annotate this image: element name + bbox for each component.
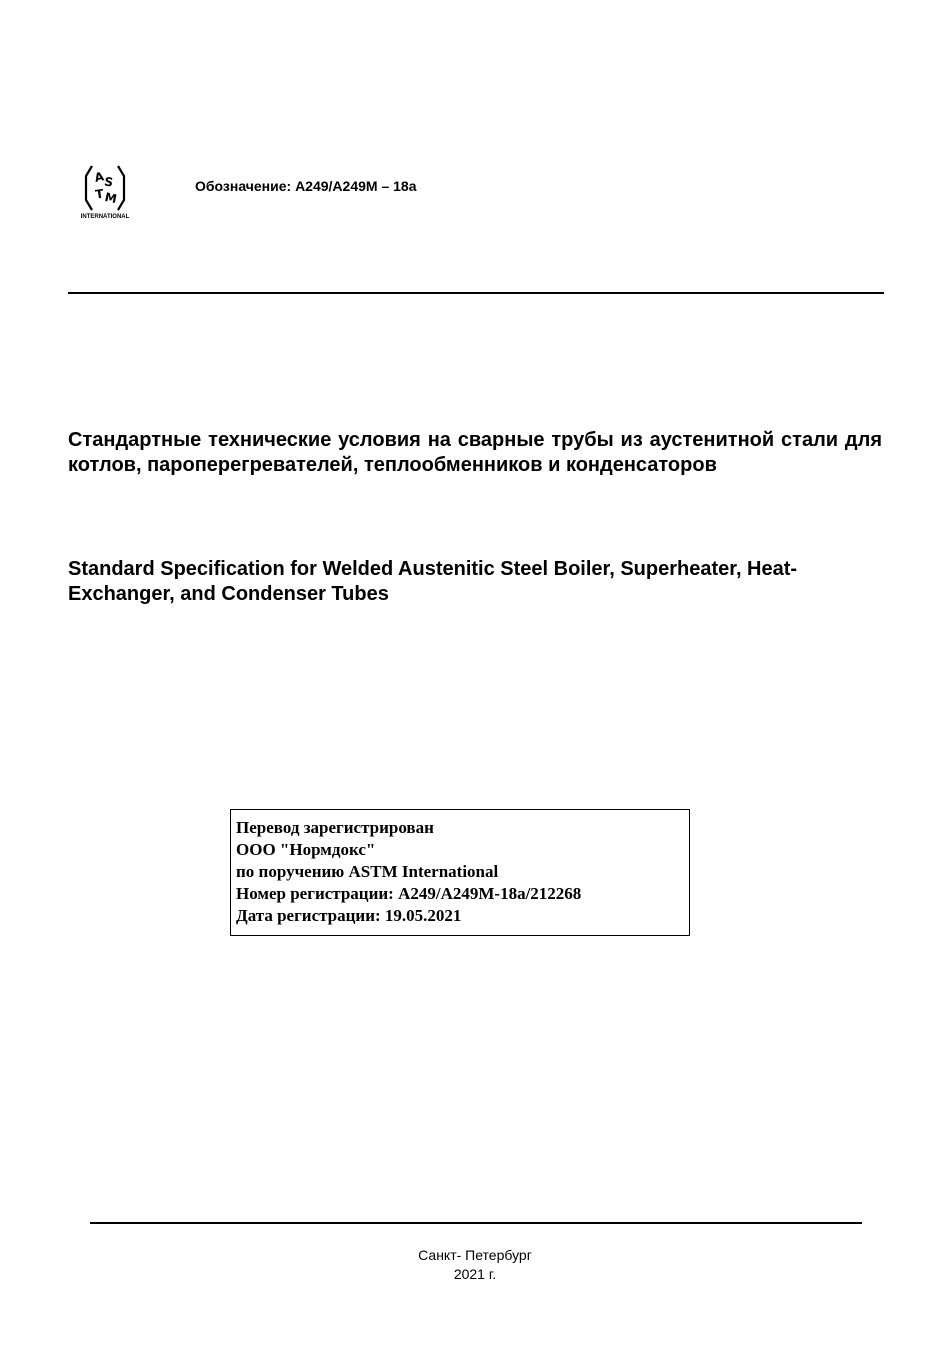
- svg-text:S: S: [103, 174, 115, 190]
- title-russian: Стандартные технические условия на сварные трубы из аустенитной стали для котлов, пароперегревателей, теплообменников и конденсаторов: [68, 429, 882, 476]
- registration-date: Дата регистрации: 19.05.2021: [236, 906, 462, 925]
- svg-text:M: M: [103, 189, 119, 207]
- registration-box: [230, 809, 690, 936]
- top-divider: [68, 292, 884, 294]
- svg-text:A: A: [93, 169, 106, 185]
- logo-text: INTERNATIONAL: [80, 214, 130, 220]
- svg-text:T: T: [94, 186, 105, 202]
- registration-line: по поручению ASTM International: [236, 862, 499, 881]
- astm-logo-icon: [78, 160, 132, 222]
- registration-line: Перевод зарегистрирован: [236, 818, 434, 837]
- footer-city: Санкт- Петербург: [418, 1247, 532, 1263]
- designation: Обозначение: A249/A249M – 18a: [195, 178, 417, 194]
- registration-company: ООО "Нормдокс": [236, 840, 376, 859]
- bottom-divider: [90, 1222, 862, 1224]
- registration-number: Номер регистрации: A249/A249M-18a/212268: [236, 884, 582, 903]
- title-english: Standard Specification for Welded Austenitic Steel Boiler, Superheater, Heat-Exchanger, and Condenser Tubes: [68, 558, 798, 605]
- footer-year: 2021 г.: [453, 1266, 497, 1282]
